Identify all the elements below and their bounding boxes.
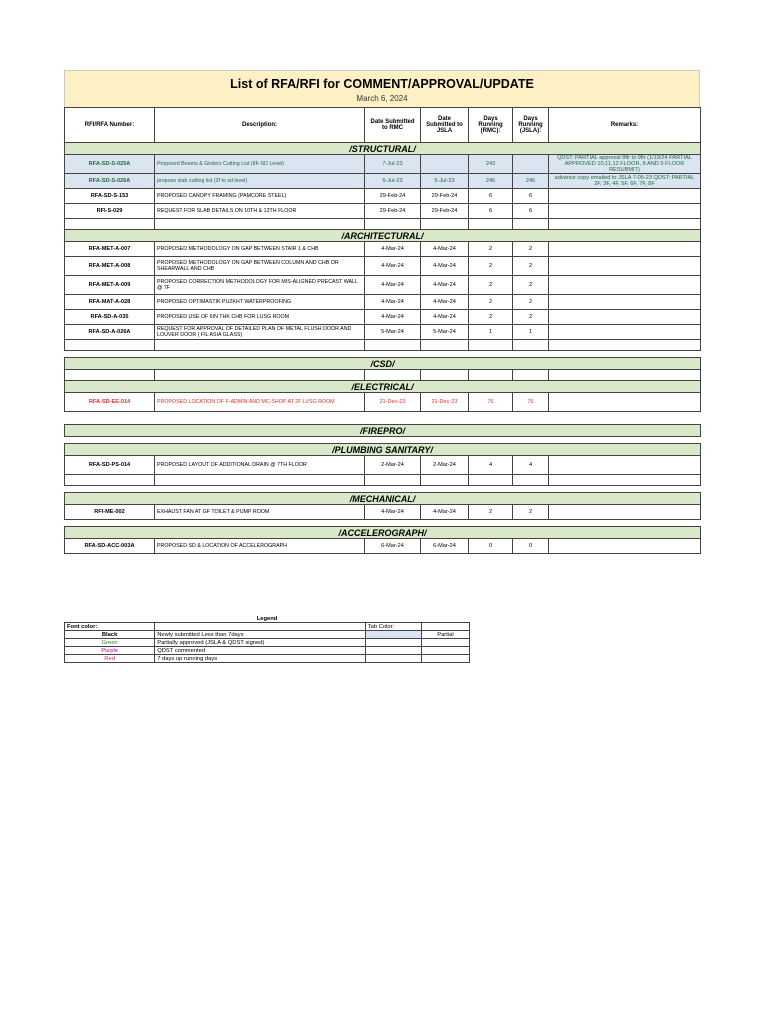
cell-description: REQUEST FOR SLAB DETAILS ON 10TH & 13TH FLOOR: [155, 204, 365, 219]
cell-date-jsla: 5-Jul-23: [421, 174, 469, 189]
cell-rfa-number: RFA-MET-A-009: [65, 276, 155, 295]
empty-row: [65, 219, 701, 230]
cell-remarks: advance copy emailed to JSLA 7-05-23 QDST: PARTIAL 2F, 3F, 4F, 5F, 6F, 7F, 8F: [549, 174, 701, 189]
table-row: [65, 257, 701, 276]
legend-font-color-label: Font color:: [65, 623, 155, 631]
cell-days-jsla: 76: [513, 393, 549, 412]
table-row: [65, 505, 701, 520]
cell-description: PROPOSED LAYOUT OF ADDITIONAL DRAIN @ 7TH FLOOR: [155, 456, 365, 475]
cell-description: REQUEST FOR APPROVAL OF DETAILED PLAN OF METAL FLUSH DOOR AND LOUVER DOOR ( FIL ASIA GLASS): [155, 325, 365, 340]
col-date-rmc: Date Submitted to RMC: [365, 108, 421, 143]
cell-rfa-number: RFI-ME-002: [65, 505, 155, 520]
cell-days-rmc: 2: [469, 310, 513, 325]
table-row: [65, 189, 701, 204]
cell-date-rmc: 4-Mar-24: [365, 242, 421, 257]
cell-remarks: [549, 539, 701, 554]
cell-days-jsla: 6: [513, 204, 549, 219]
cell-remarks: [549, 276, 701, 295]
cell-rfa-number: RFA-MET-A-007: [65, 242, 155, 257]
cell-rfa-number: RFA-SD-EE-014: [65, 393, 155, 412]
legend-row: [65, 631, 470, 639]
cell-date-rmc: 2-Mar-24: [365, 456, 421, 475]
cell-description: PROPOSED CORRECTION METHODOLOGY FOR MIS-ALIGNED PRECAST WALL @ 7F: [155, 276, 365, 295]
sheet-header: [64, 70, 700, 107]
cell-date-rmc: 4-Mar-24: [365, 257, 421, 276]
cell-days-jsla: 0: [513, 539, 549, 554]
col-days-rmc: Days Running (RMC):: [469, 108, 513, 143]
section-title: /ELECTRICAL/: [65, 381, 701, 393]
section-header-mechanical: [65, 493, 701, 505]
legend-row: [65, 655, 470, 663]
legend-meaning: Newly submitted Less than 7days: [155, 631, 366, 639]
rfa-rfi-sheet: [64, 70, 700, 554]
cell-date-jsla: 2-Mar-24: [421, 456, 469, 475]
section-title: /ACCELEROGRAPH/: [65, 527, 701, 539]
cell-days-rmc: 6: [469, 189, 513, 204]
cell-description: PROPOSED METHODOLOGY ON GAP BETWEEN COLUMN AND CHB OR SHEARWALL AND CHB: [155, 257, 365, 276]
col-description: Description:: [155, 108, 365, 143]
cell-description: Proposed Beams & Girders Cutting List (8F-SD Level): [155, 155, 365, 174]
cell-date-jsla: 4-Mar-24: [421, 276, 469, 295]
cell-rfa-number: RFA-SD-A-026A: [65, 325, 155, 340]
cell-remarks: [549, 505, 701, 520]
cell-date-rmc: 4-Mar-24: [365, 276, 421, 295]
cell-rfa-number: RFI-S-029: [65, 204, 155, 219]
cell-date-rmc: 4-Mar-24: [365, 505, 421, 520]
cell-days-rmc: 2: [469, 257, 513, 276]
col-days-jsla: Days Running (JSLA):: [513, 108, 549, 143]
cell-date-rmc: 4-Mar-24: [365, 310, 421, 325]
cell-days-jsla: 2: [513, 242, 549, 257]
cell-description: PROPOSED SD & LOCATION OF ACCELEROGRAPH: [155, 539, 365, 554]
cell-date-jsla: 29-Feb-24: [421, 189, 469, 204]
cell-days-jsla: 2: [513, 505, 549, 520]
cell-days-rmc: 1: [469, 325, 513, 340]
cell-days-jsla: 245: [513, 174, 549, 189]
legend-color-purple: Purple: [65, 647, 155, 655]
section-header-plumbing: [65, 444, 701, 456]
legend-row: [65, 639, 470, 647]
cell-remarks: [549, 325, 701, 340]
cell-remarks: [549, 310, 701, 325]
cell-date-rmc: 5-Jul-23: [365, 174, 421, 189]
empty-row: [65, 370, 701, 381]
cell-days-jsla: 1: [513, 325, 549, 340]
table-row: [65, 174, 701, 189]
cell-date-jsla: 4-Mar-24: [421, 257, 469, 276]
cell-date-jsla: 29-Feb-24: [421, 204, 469, 219]
cell-date-jsla: 4-Mar-24: [421, 242, 469, 257]
table-row: [65, 155, 701, 174]
legend-color-red: Red: [65, 655, 155, 663]
section-header-firepro: [65, 425, 701, 437]
cell-date-rmc: 29-Feb-24: [365, 204, 421, 219]
section-header-architectural: [65, 230, 701, 242]
table-row: [65, 242, 701, 257]
cell-date-rmc: 7-Jul-23: [365, 155, 421, 174]
section-title: /STRUCTURAL/: [65, 143, 701, 155]
cell-rfa-number: RFA-SD-PS-014: [65, 456, 155, 475]
cell-days-rmc: 2: [469, 242, 513, 257]
cell-remarks: [549, 456, 701, 475]
cell-date-rmc: 5-Mar-24: [365, 325, 421, 340]
table-row: [65, 325, 701, 340]
table-row: [65, 393, 701, 412]
rfa-table: [64, 107, 701, 554]
cell-description: PROPOSED OPTIMASTIK PU2KHT WATERPROOFING: [155, 295, 365, 310]
cell-date-rmc: 6-Mar-24: [365, 539, 421, 554]
section-title: /PLUMBING SANITARY/: [65, 444, 701, 456]
cell-rfa-number: RFA-MAT-A-028: [65, 295, 155, 310]
legend-meaning: 7 days up running days: [155, 655, 366, 663]
cell-description: PROPOSED USE OF 6IN THK CHB FOR LUSG ROOM: [155, 310, 365, 325]
sheet-title: List of RFA/RFI for COMMENT/APPROVAL/UPDATE: [230, 77, 534, 91]
empty-row: [65, 475, 701, 486]
cell-date-jsla: 4-Mar-24: [421, 505, 469, 520]
legend: [64, 615, 470, 663]
column-header-row: [65, 108, 701, 143]
legend-tab-color-label: Tab Color:: [365, 623, 421, 631]
legend-meaning: QDST commented: [155, 647, 366, 655]
section-header-accelerograph: [65, 527, 701, 539]
cell-days-rmc: 0: [469, 539, 513, 554]
col-date-jsla: Date Submitted to JSLA: [421, 108, 469, 143]
col-remarks: Remarks:: [549, 108, 701, 143]
cell-days-rmc: 4: [469, 456, 513, 475]
cell-description: propose slab cutting list (2f to sd level): [155, 174, 365, 189]
cell-days-jsla: 2: [513, 276, 549, 295]
cell-description: EXHAUST FAN AT GF TOILET & PUMP ROOM: [155, 505, 365, 520]
cell-days-jsla: 2: [513, 310, 549, 325]
cell-remarks: QDST: PARTIAL approval 8flr to 9flr (1/19/24 PARTIAL APPROVED 10,11,12 FLOOR, 8 AND 9 FLOOR RESUBMIT): [549, 155, 701, 174]
section-title: /ARCHITECTURAL/: [65, 230, 701, 242]
cell-date-jsla: 5-Mar-24: [421, 325, 469, 340]
cell-date-jsla: 21-Dec-23: [421, 393, 469, 412]
cell-days-rmc: 243: [469, 155, 513, 174]
legend-title: Legend: [256, 615, 278, 622]
section-title: /CSD/: [65, 358, 701, 370]
table-row: [65, 310, 701, 325]
cell-days-jsla: 2: [513, 295, 549, 310]
cell-days-jsla: 4: [513, 456, 549, 475]
cell-date-rmc: 4-Mar-24: [365, 295, 421, 310]
cell-remarks: [549, 393, 701, 412]
section-header-csd: [65, 358, 701, 370]
table-row: [65, 204, 701, 219]
cell-rfa-number: RFA-SD-S-153: [65, 189, 155, 204]
sheet-date: March 6, 2024: [356, 94, 408, 103]
col-number: RFI/RFA Number:: [65, 108, 155, 143]
cell-rfa-number: RFA-SD-S-026A: [65, 174, 155, 189]
section-header-structural: [65, 143, 701, 155]
cell-remarks: [549, 242, 701, 257]
section-header-electrical: [65, 381, 701, 393]
cell-date-jsla: 6-Mar-24: [421, 539, 469, 554]
cell-days-rmc: 6: [469, 204, 513, 219]
cell-rfa-number: RFA-SD-S-025A: [65, 155, 155, 174]
table-row: [65, 295, 701, 310]
table-row: [65, 276, 701, 295]
cell-days-rmc: 2: [469, 295, 513, 310]
empty-row: [65, 340, 701, 351]
cell-date-rmc: 21-Dec-23: [365, 393, 421, 412]
table-row: [65, 456, 701, 475]
cell-days-jsla: 6: [513, 189, 549, 204]
legend-row: [65, 647, 470, 655]
cell-date-rmc: 29-Feb-24: [365, 189, 421, 204]
cell-days-jsla: [513, 155, 549, 174]
legend-tab-partial: Partial: [421, 631, 469, 639]
legend-tab-swatch: [365, 631, 421, 639]
cell-remarks: [549, 257, 701, 276]
legend-table: [64, 615, 470, 663]
cell-remarks: [549, 295, 701, 310]
cell-date-jsla: [421, 155, 469, 174]
section-title: /FIREPRO/: [65, 425, 701, 437]
cell-days-rmc: 2: [469, 276, 513, 295]
section-title: /MECHANICAL/: [65, 493, 701, 505]
cell-days-rmc: 245: [469, 174, 513, 189]
legend-meaning: Partially approved (JSLA & QDST signed): [155, 639, 366, 647]
cell-days-jsla: 2: [513, 257, 549, 276]
cell-rfa-number: RFA-MET-A-008: [65, 257, 155, 276]
cell-rfa-number: RFA-SD-ACC-003A: [65, 539, 155, 554]
cell-description: PROPOSED METHODOLOGY ON GAP BETWEEN STAIR 1 & CHB: [155, 242, 365, 257]
legend-color-green: Green: [65, 639, 155, 647]
cell-date-jsla: 4-Mar-24: [421, 295, 469, 310]
cell-rfa-number: RFA-SD-A-035: [65, 310, 155, 325]
table-row: [65, 539, 701, 554]
legend-color-black: Black: [65, 631, 155, 639]
cell-remarks: [549, 204, 701, 219]
cell-days-rmc: 2: [469, 505, 513, 520]
cell-remarks: [549, 189, 701, 204]
cell-days-rmc: 76: [469, 393, 513, 412]
cell-description: PROPOSED CANOPY FRAMING (PAMCORE STEEL): [155, 189, 365, 204]
cell-date-jsla: 4-Mar-24: [421, 310, 469, 325]
cell-description: PROPOSED LOCATION OF F-ADMIN AND MC-SHOP AT 2F LVSG ROOM: [155, 393, 365, 412]
